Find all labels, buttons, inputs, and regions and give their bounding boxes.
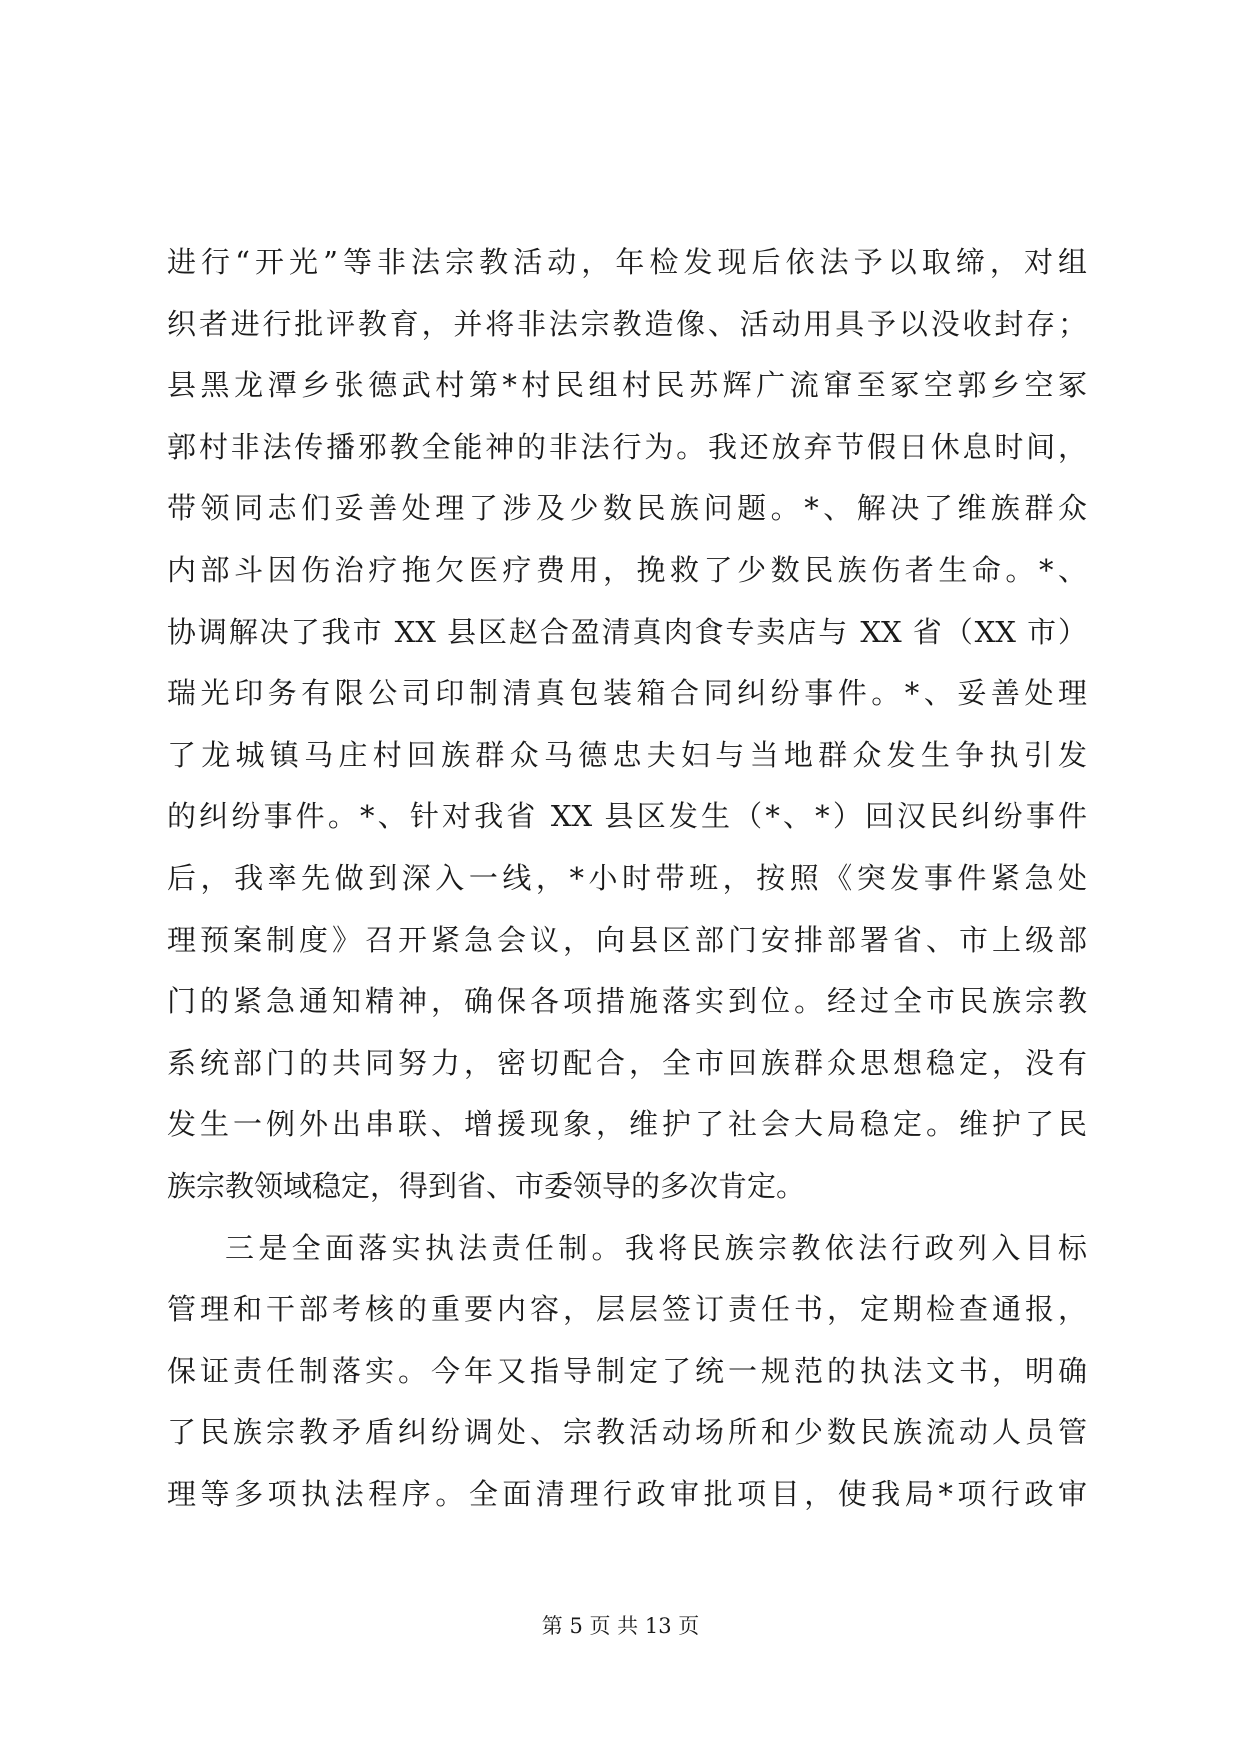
text-line-5: 带领同志们妥善处理了涉及少数民族问题。*、解决了维族群众 (167, 491, 1087, 526)
text-line-20: 了民族宗教矛盾纠纷调处、宗教活动场所和少数民族流动人员管 (167, 1415, 1087, 1450)
text-line-6: 内部斗因伤治疗拖欠医疗费用，挽救了少数民族伤者生命。*、 (167, 552, 1087, 587)
text-line-21: 理等多项执法程序。全面清理行政审批项目，使我局*项行政审 (167, 1476, 1087, 1511)
text-line-11: 后，我率先做到深入一线，*小时带班，按照《突发事件紧急处 (167, 860, 1087, 895)
text-line-8: 瑞光印务有限公司印制清真包装箱合同纠纷事件。*、妥善处理 (167, 676, 1087, 711)
text-line-2: 织者进行批评教育，并将非法宗教造像、活动用具予以没收封存； (167, 306, 1087, 341)
text-line-16: 族宗教领域稳定，得到省、市委领导的多次肯定。 (167, 1168, 806, 1203)
text-line-13: 门的紧急通知精神，确保各项措施落实到位。经过全市民族宗教 (167, 984, 1087, 1019)
text-line-14: 系统部门的共同努力，密切配合，全市回族群众思想稳定，没有 (167, 1045, 1087, 1080)
text-line-12: 理预案制度》召开紧急会议，向县区部门安排部署省、市上级部 (167, 922, 1087, 957)
text-line-17: 三是全面落实执法责任制。我将民族宗教依法行政列入目标 (225, 1230, 1087, 1265)
page-number-footer: 第 5 页 共 13 页 (541, 1614, 700, 1638)
text-line-10: 的纠纷事件。*、针对我省 XX 县区发生（*、*）回汉民纠纷事件 (167, 799, 1087, 834)
text-line-7: 协调解决了我市 XX 县区赵合盈清真肉食专卖店与 XX 省（XX 市） (167, 614, 1087, 649)
text-line-15: 发生一例外出串联、增援现象，维护了社会大局稳定。维护了民 (167, 1107, 1087, 1142)
text-line-18: 管理和干部考核的重要内容，层层签订责任书，定期检查通报， (167, 1292, 1087, 1327)
text-line-9: 了龙城镇马庄村回族群众马德忠夫妇与当地群众发生争执引发 (167, 737, 1087, 772)
text-line-4: 郭村非法传播邪教全能神的非法行为。我还放弃节假日休息时间， (167, 429, 1087, 464)
document-body (167, 232, 1087, 1525)
text-line-1: 进行“开光”等非法宗教活动，年检发现后依法予以取缔，对组 (167, 245, 1087, 279)
text-line-3: 县黑龙潭乡张德武村第*村民组村民苏辉广流窜至冢空郭乡空冢 (167, 368, 1087, 403)
text-line-19: 保证责任制落实。今年又指导制定了统一规范的执法文书，明确 (167, 1353, 1087, 1388)
